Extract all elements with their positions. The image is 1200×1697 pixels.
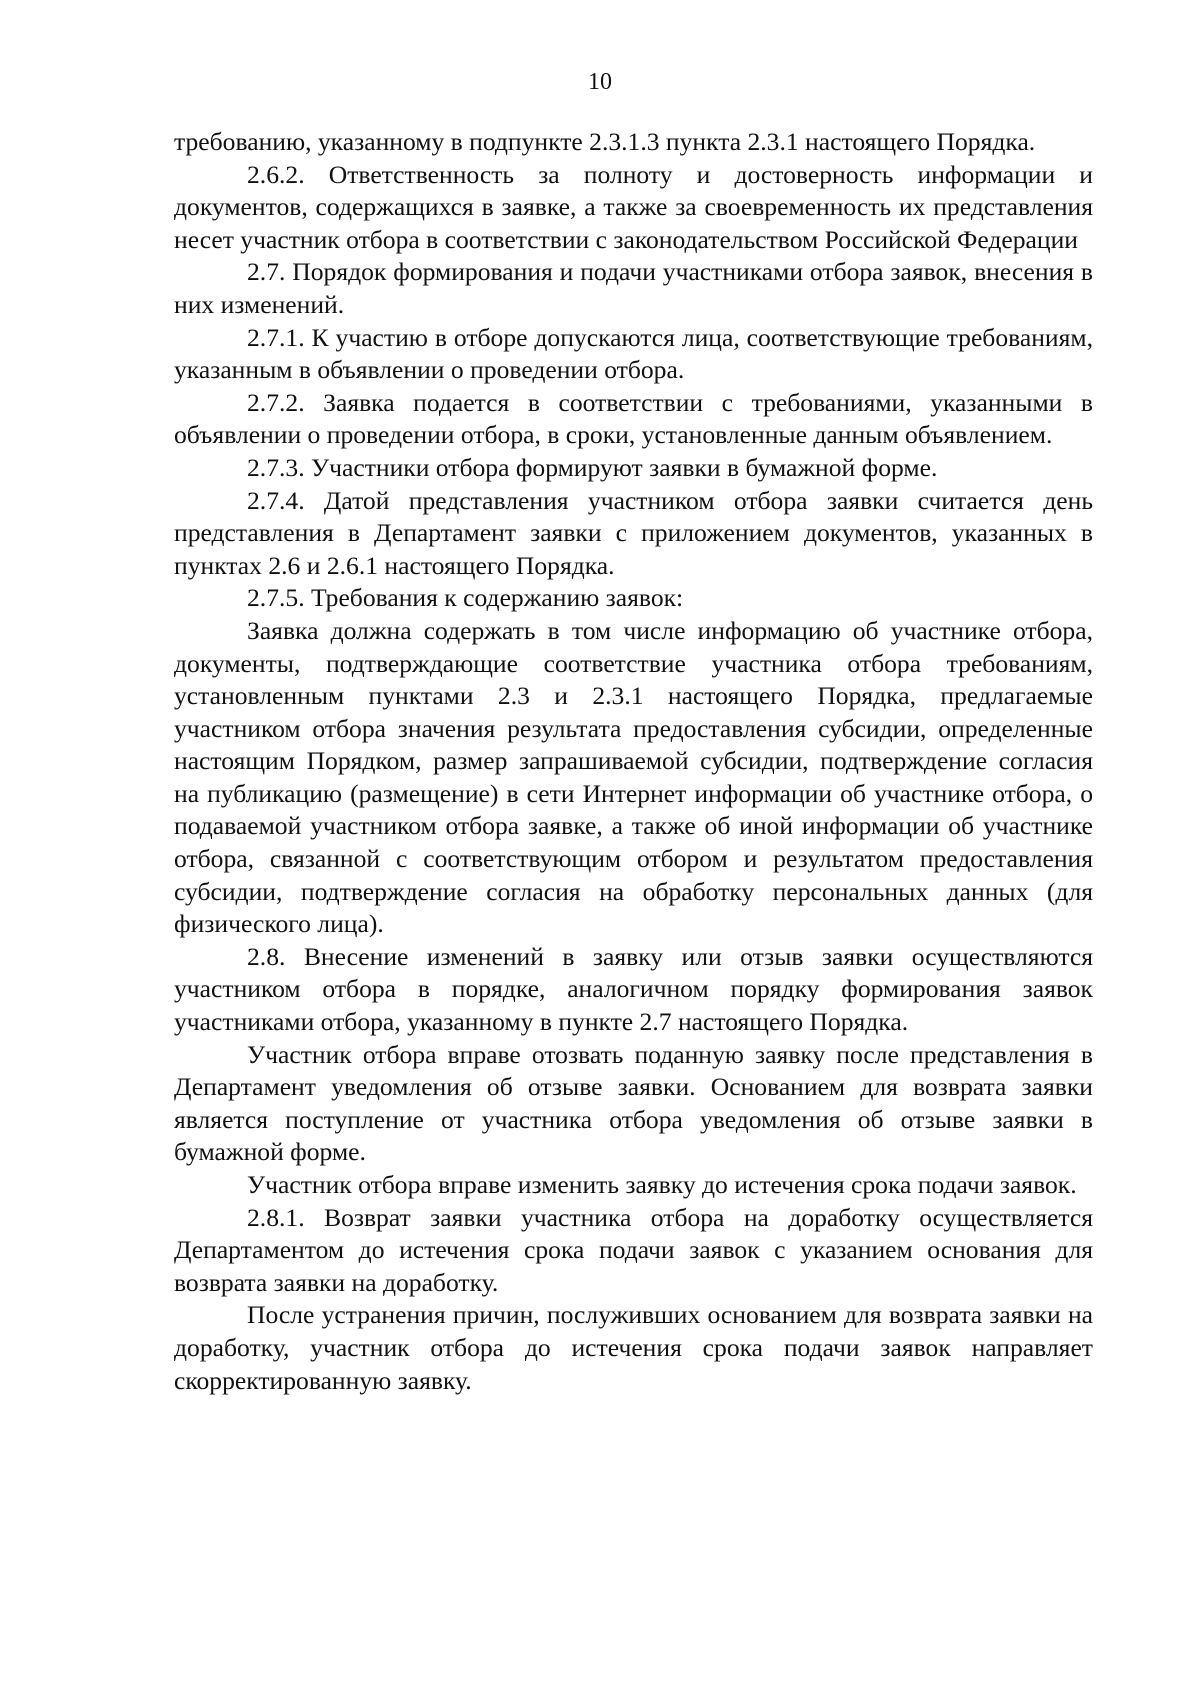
paragraph-2-7-4: 2.7.4. Датой представления участником отбора заявки считается день представления в Департамент заявки с приложением документов, указанных в пунктах 2.6 и 2.6.1 настоящего Порядка. [174,485,1093,580]
paragraph-continuation: требованию, указанному в подпункте 2.3.1.3 пункта 2.3.1 настоящего Порядка. [174,127,1036,156]
paragraph-2-7: 2.7. Порядок формирования и подачи участниками отбора заявок, внесения в них изменений. [174,257,1093,319]
paragraph-2-6-2: 2.6.2. Ответственность за полноту и достоверность информации и документов, содержащихся в заявке, а также за своевременность их представления несет участник отбора в соответствии с законодательством Российской Федерации [174,159,1093,254]
paragraph-resubmission: После устранения причин, послуживших основанием для возврата заявки на доработку, участник отбора до истечения срока подачи заявок направляет скорректированную заявку. [174,1300,1093,1395]
paragraph-2-7-1: 2.7.1. К участию в отборе допускаются лица, соответствующие требованиям, указанным в объявлении о проведении отбора. [174,322,1093,385]
paragraph-withdrawal: Участник отбора вправе отозвать поданную заявку после представления в Департамент уведомления об отзыве заявки. Основанием для возврата заявки является поступление от участника отбора уведомления об отзыве заявки в бумажной форме. [174,1039,1093,1167]
paragraph-2-7-5: 2.7.5. Требования к содержанию заявок: [247,583,684,613]
paragraph-2-7-3: 2.7.3. Участники отбора формируют заявки в бумажной форме. [247,452,938,482]
paragraph-2-8-1: 2.8.1. Возврат заявки участника отбора на доработку осуществляется Департаментом до истечения срока подачи заявок с указанием основания для возврата заявки на доработку. [174,1202,1093,1297]
document-body [174,126,1093,1397]
page-number: 10 [588,69,612,95]
paragraph-application-content: Заявка должна содержать в том числе информацию об участнике отбора, документы, подтверждающие соответствие участника отбора требованиям, установленным пунктами 2.3 и 2.3.1 настоящего Порядка, предлагаемые участником отбора значения результата предоставления субсидии, определенные настоящим Порядком, размер запрашиваемой субсидии, подтверждение согласия на публикацию (размещение) в сети Интернет информации об участнике отбора, о подаваемой участником отбора заявке, а также об иной информации об участнике отбора, связанной с соответствующим отбором и результатом предоставления субсидии, подтверждение согласия на обработку персональных данных (для физического лица). [174,615,1093,939]
paragraph-2-8: 2.8. Внесение изменений в заявку или отзыв заявки осуществляются участником отбора в порядке, аналогичном порядку формирования заявок участниками отбора, указанному в пункте 2.7 настоящего Порядка. [174,941,1093,1037]
paragraph-modification: Участник отбора вправе изменить заявку до истечения срока подачи заявок. [247,1170,1077,1199]
paragraph-2-7-2: 2.7.2. Заявка подается в соответствии с требованиями, указанными в объявлении о проведении отбора, в сроки, установленные данным объявлением. [174,387,1093,450]
